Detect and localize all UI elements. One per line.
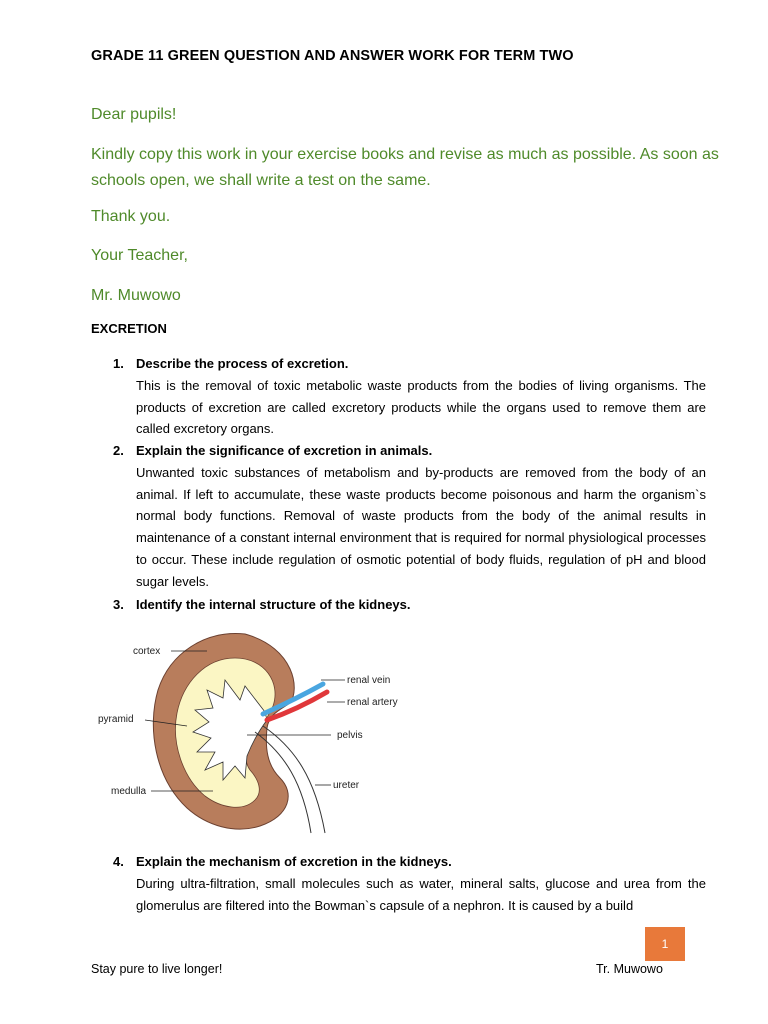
question-number: 4.: [113, 854, 124, 869]
pyramid-label: pyramid: [98, 714, 134, 725]
letter-signature: Mr. Muwowo: [91, 287, 181, 304]
ureter-label: ureter: [333, 780, 360, 791]
question-item: [113, 594, 706, 616]
question-item: [113, 353, 706, 440]
letter-closing: Your Teacher,: [91, 247, 188, 264]
page-number: 1: [661, 937, 669, 951]
question-item: [113, 851, 706, 917]
question-item: [113, 440, 706, 593]
document-title: GRADE 11 GREEN QUESTION AND ANSWER WORK FOR TERM TWO: [91, 48, 574, 64]
cortex-label: cortex: [133, 646, 161, 657]
question-text: Explain the mechanism of excretion in the kidneys.: [136, 854, 452, 869]
footer-motto: Stay pure to live longer!: [91, 962, 223, 976]
answer-text: Unwanted toxic substances of metabolism and by-products are removed from the body of an animal. If left to accumulate, these waste products become poisonous and harm the organism`s normal body functions. Removal of waste products from the body of the animal results in maintenance of a constant internal environment that is required for normal physiological processes to occur. These include regulation of osmotic potential of body fluids, regulation of pH and blood sugar levels.: [136, 464, 706, 589]
question-text: Explain the significance of excretion in animals.: [136, 443, 433, 458]
letter-body: Kindly copy this work in your exercise books and revise as much as possible. As soon as schools open, we shall write a test on the same.: [91, 146, 719, 189]
answer-text: During ultra-filtration, small molecules such as water, mineral salts, glucose and urea from the glomerulus are filtered into the Bowman`s capsule of a nephron. It is caused by a build: [136, 875, 706, 913]
question-number: 2.: [113, 443, 124, 458]
footer-author: Tr. Muwowo: [596, 962, 663, 976]
question-text: Describe the process of excretion.: [136, 356, 349, 371]
section-title: EXCRETION: [91, 321, 167, 336]
greeting: Dear pupils!: [91, 106, 177, 123]
page-number-badge: [645, 927, 685, 961]
question-number: 3.: [113, 597, 124, 612]
letter-thanks: Thank you.: [91, 208, 171, 225]
kidney-diagram: [95, 628, 435, 838]
renal-vein-label: renal vein: [347, 675, 391, 686]
medulla-label: medulla: [111, 786, 147, 797]
answer-text: This is the removal of toxic metabolic waste products from the bodies of living organisms. The products of excretion are called excretory products while the organs used to remove them are called excretory organs.: [136, 377, 706, 437]
renal-artery-label: renal artery: [347, 697, 398, 708]
question-text: Identify the internal structure of the kidneys.: [136, 597, 411, 612]
question-number: 1.: [113, 356, 124, 371]
pelvis-label: pelvis: [337, 730, 363, 741]
